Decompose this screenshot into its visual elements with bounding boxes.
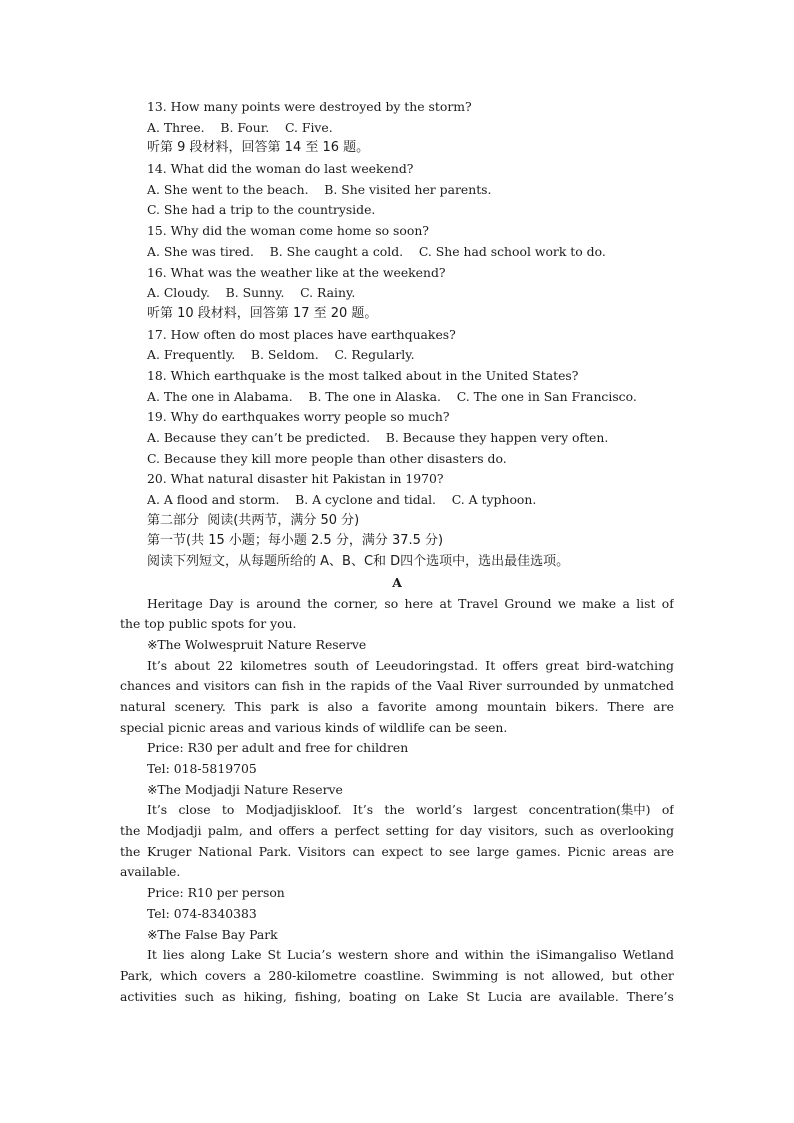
question-13-options: A. Three. B. Four. C. Five. <box>147 119 333 135</box>
question-14-options: A. She went to the beach. B. She visited her parents. <box>147 181 492 197</box>
section-10-heading: 听第 10 段材料，回答第 17 至 20 题。 <box>147 305 378 321</box>
word: hiking, <box>243 988 287 1004</box>
word: St <box>267 947 281 963</box>
word: There <box>607 698 645 714</box>
question-20: 20. What natural disaster hit Pakistan in 1970? <box>147 471 444 487</box>
reading-part-title: 第二部分 阅读(共两节，满分 50 分) <box>147 512 360 528</box>
word: as <box>221 988 236 1004</box>
word: and <box>175 678 199 694</box>
park-3-desc-line-3 <box>120 987 674 1008</box>
word: available. <box>558 988 619 1004</box>
word: can <box>352 843 375 859</box>
question-20-options: A. A flood and storm. B. A cyclone and tidal. C. A typhoon. <box>147 492 537 508</box>
word: offers <box>278 823 315 839</box>
word: boating <box>349 988 397 1004</box>
word: the <box>509 947 531 963</box>
word: the <box>384 802 405 818</box>
word: surrounded <box>506 678 580 694</box>
question-13: 13. How many points were destroyed by the storm? <box>147 99 472 114</box>
word: National <box>198 843 253 859</box>
word: of <box>356 657 369 673</box>
word: south <box>314 657 349 673</box>
word: are <box>653 698 674 714</box>
park-1-desc-line-1 <box>120 656 674 677</box>
word: Lake <box>231 947 262 963</box>
word: a <box>320 823 329 839</box>
word: of <box>661 595 674 611</box>
word: Travel <box>458 595 499 611</box>
word: Lake <box>427 988 459 1004</box>
passage-label: A <box>392 574 402 590</box>
word: western <box>337 947 389 963</box>
word: we <box>557 595 576 611</box>
question-19-options: A. Because they can’t be predicted. B. Because they happen very often. <box>147 430 609 445</box>
word: such <box>544 823 574 839</box>
word: park <box>270 698 300 714</box>
word: Park, <box>120 967 153 983</box>
word: Day <box>208 595 234 611</box>
word: areas <box>612 843 647 859</box>
word: shore <box>394 947 430 963</box>
word: This <box>234 698 262 714</box>
word: and <box>435 947 459 963</box>
word: is <box>239 595 250 611</box>
word: Visitors <box>298 843 346 859</box>
word: a <box>622 595 630 611</box>
park-2-desc-line-4: available. <box>120 864 181 880</box>
word: fishing, <box>294 988 342 1004</box>
word: St <box>466 988 480 1004</box>
word: within <box>464 947 504 963</box>
word: list <box>636 595 656 611</box>
word: palm, <box>207 823 243 839</box>
word: Park. <box>258 843 292 859</box>
word: to <box>221 802 235 818</box>
word: a <box>253 967 261 983</box>
word: Ground <box>504 595 552 611</box>
word: scenery. <box>174 698 226 714</box>
word: Modjadji <box>146 823 202 839</box>
question-18-options: A. The one in Alabama. B. The one in Alaska. C. The one in San Francisco. <box>147 388 637 404</box>
intro-line-1 <box>120 594 674 615</box>
word: world’s <box>416 802 463 818</box>
word: Wetland <box>622 947 674 963</box>
word: can <box>254 678 277 694</box>
question-15: 15. Why did the woman come home so soon? <box>147 223 429 239</box>
word: largest <box>473 802 518 818</box>
park-3-name: ※The False Bay Park <box>147 926 278 942</box>
question-14-options-cont: C. She had a trip to the countryside. <box>147 202 376 218</box>
park-1-tel: Tel: 018-5819705 <box>147 761 257 776</box>
word: It’s <box>147 657 168 673</box>
word: about <box>174 657 211 673</box>
word: bikers. <box>555 698 599 714</box>
word: at <box>439 595 452 611</box>
park-2-price: Price: R10 per person <box>147 885 285 901</box>
word: Lucia <box>487 988 523 1004</box>
word: visitors, <box>488 823 539 839</box>
question-14: 14. What did the woman do last weekend? <box>147 161 414 177</box>
park-1-price: Price: R30 per adult and free for children <box>147 740 409 756</box>
word: also <box>327 698 353 714</box>
word: offers <box>502 657 539 673</box>
reading-section-title: 第一节(共 15 小题；每小题 2.5 分，满分 37.5 分) <box>147 533 444 549</box>
word: It’s <box>352 802 374 818</box>
park-2-desc-line-2 <box>120 821 674 842</box>
word: close <box>178 802 211 818</box>
word: as <box>580 823 594 839</box>
word: Heritage <box>147 595 203 611</box>
word: 22 <box>217 657 234 673</box>
word: natural <box>120 698 166 714</box>
word: mountain <box>487 698 547 714</box>
park-1-desc-line-4: special picnic areas and various kinds of wildlife can be seen. <box>120 719 508 735</box>
question-18: 18. Which earthquake is the most talked about in the United States? <box>147 367 579 383</box>
word: favorite <box>377 698 427 714</box>
word: coastline. <box>364 967 425 983</box>
word: concentration(集中) <box>528 802 651 818</box>
exam-page <box>120 97 674 1007</box>
word: the <box>120 823 141 839</box>
word: Kruger <box>147 843 192 859</box>
word: great <box>545 657 580 673</box>
word: visitors <box>203 678 250 694</box>
word: among <box>435 698 479 714</box>
question-19: 19. Why do earthquakes worry people so much? <box>147 409 450 425</box>
word: make <box>582 595 617 611</box>
word: of <box>661 802 674 818</box>
word: Vaal <box>436 678 464 694</box>
park-1-desc-line-3 <box>120 697 674 718</box>
word: 280-kilometre <box>268 967 357 983</box>
word: by <box>583 678 599 694</box>
intro-line-2: the top public spots for you. <box>120 616 297 632</box>
word: large <box>476 843 510 859</box>
word: activities <box>120 988 177 1004</box>
word: day <box>459 823 483 839</box>
word: the <box>307 595 328 611</box>
word: allowed, <box>551 967 605 983</box>
word: not <box>523 967 545 983</box>
word: corner, <box>333 595 379 611</box>
word: kilometres <box>240 657 307 673</box>
word: It’s <box>147 802 168 818</box>
word: is <box>505 967 517 983</box>
word: such <box>184 988 215 1004</box>
word: a <box>361 698 369 714</box>
question-19-options-cont: C. Because they kill more people than other disasters do. <box>147 450 507 466</box>
word: other <box>640 967 674 983</box>
word: expect <box>381 843 424 859</box>
question-17: 17. How often do most places have earthquakes? <box>147 326 456 342</box>
word: Leeudoringstad. <box>375 657 479 673</box>
word: River <box>468 678 502 694</box>
word: chances <box>120 678 171 694</box>
word: in <box>308 678 321 694</box>
word: the <box>120 843 141 859</box>
word: see <box>448 843 470 859</box>
park-1-name: ※The Wolwespruit Nature Reserve <box>147 636 367 652</box>
word: perfect <box>334 823 380 839</box>
question-17-options: A. Frequently. B. Seldom. C. Regularly. <box>147 347 415 363</box>
word: along <box>190 947 226 963</box>
park-2-desc-line-3 <box>120 842 674 863</box>
word: There’s <box>626 988 674 1004</box>
word: It <box>485 657 496 673</box>
section-9-heading: 听第 9 段材料，回答第 14 至 16 题。 <box>147 140 370 156</box>
word: so <box>384 595 399 611</box>
word: the <box>411 678 433 694</box>
word: setting <box>385 823 430 839</box>
word: here <box>404 595 434 611</box>
question-16: 16. What was the weather like at the weekend? <box>147 264 446 280</box>
word: overlooking <box>600 823 674 839</box>
reading-instruction: 阅读下列短文，从每题所给的 A、B、C和 D四个选项中，选出最佳选项。 <box>147 554 570 570</box>
park-3-desc-line-1 <box>120 945 674 966</box>
word: bird-watching <box>586 657 674 673</box>
word: of <box>394 678 407 694</box>
park-2-tel: Tel: 074-8340383 <box>147 905 257 921</box>
word: Lucia’s <box>286 947 332 963</box>
question-16-options: A. Cloudy. B. Sunny. C. Rainy. <box>147 285 356 301</box>
word: lies <box>162 947 185 963</box>
word: are <box>653 843 674 859</box>
word: iSimangaliso <box>536 947 617 963</box>
park-3-desc-line-2 <box>120 966 674 987</box>
question-15-options: A. She was tired. B. She caught a cold. C. She had school work to do. <box>147 243 606 259</box>
word: which <box>160 967 198 983</box>
word: on <box>404 988 421 1004</box>
park-1-desc-line-2 <box>120 676 674 697</box>
word: covers <box>205 967 247 983</box>
word: around <box>256 595 301 611</box>
word: but <box>611 967 633 983</box>
word: It <box>147 947 157 963</box>
word: and <box>249 823 273 839</box>
word: Swimming <box>431 967 499 983</box>
word: rapids <box>350 678 391 694</box>
word: unmatched <box>603 678 674 694</box>
word: fish <box>281 678 305 694</box>
word: is <box>308 698 319 714</box>
word: Modjadjiskloof. <box>245 802 342 818</box>
word: to <box>429 843 443 859</box>
word: Picnic <box>567 843 606 859</box>
park-2-name: ※The Modjadji Nature Reserve <box>147 781 343 797</box>
word: games. <box>515 843 561 859</box>
park-2-desc-line-1 <box>120 800 674 821</box>
word: are <box>530 988 551 1004</box>
word: the <box>325 678 346 694</box>
word: for <box>435 823 454 839</box>
